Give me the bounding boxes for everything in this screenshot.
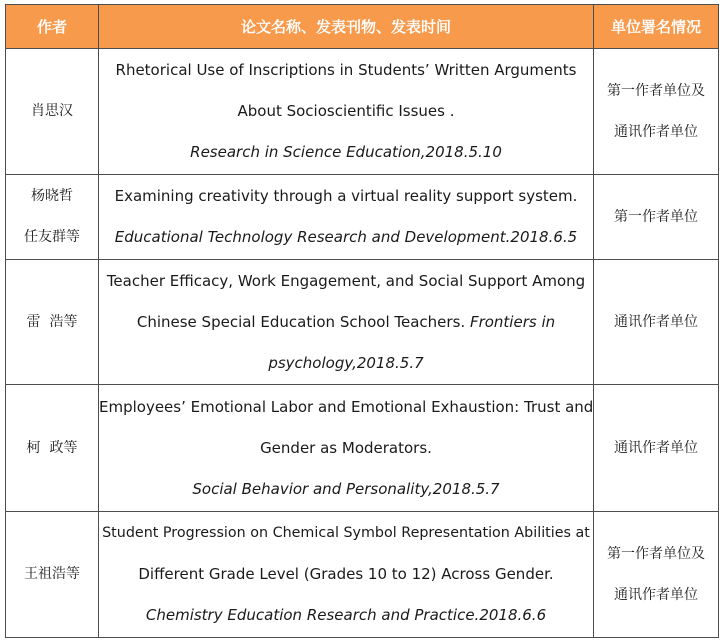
paper-cell: [99, 175, 594, 260]
author-name: 杨晓哲: [31, 188, 73, 204]
paper-title-line: [99, 302, 593, 343]
unit-cell: [594, 175, 719, 260]
author-cell: [6, 175, 99, 260]
header-paper: 论文名称、发表刊物、发表时间: [99, 5, 594, 49]
unit-cell: [594, 49, 719, 175]
author-cell: [6, 512, 99, 638]
journal-date: Social Behavior and Personality,2018.5.7: [192, 479, 500, 498]
unit-text: 通讯作者单位: [614, 439, 698, 456]
paper-title-line: Employees’ Emotional Labor and Emotional Exhaustion: Trust and: [99, 397, 594, 416]
unit-text: 通讯作者单位: [614, 313, 698, 330]
paper-title-part: Chinese Special Education School Teachers.: [136, 312, 466, 331]
header-unit: 单位署名情况: [594, 5, 719, 49]
author-name: 任友群等: [24, 229, 80, 245]
paper-title-line: About Socioscientific Issues .: [237, 102, 455, 120]
table-row: [6, 260, 719, 385]
header-row: [6, 5, 719, 49]
unit-text: 第一作者单位及: [607, 545, 705, 562]
journal-date: Educational Technology Research and Development.2018.6.5: [114, 228, 578, 246]
unit-cell: [594, 260, 719, 385]
unit-cell: [594, 385, 719, 512]
paper-title-line: Gender as Moderators.: [260, 438, 432, 457]
author-cell: [6, 385, 99, 512]
journal-date: psychology,2018.5.7: [268, 353, 424, 372]
paper-title-line: Teacher Efficacy, Work Engagement, and Social Support Among: [106, 271, 586, 290]
author-name: 雷 浩等: [26, 313, 78, 330]
unit-text: 通讯作者单位: [614, 586, 698, 603]
paper-title-line: Rhetorical Use of Inscriptions in Students’ Written Arguments: [115, 61, 577, 79]
paper-cell: [99, 385, 594, 512]
paper-cell: [99, 49, 594, 175]
table-row: [6, 175, 719, 260]
journal-name: Frontiers in: [469, 312, 556, 331]
unit-text: 第一作者单位: [614, 208, 698, 225]
author-name: 肖思汉: [31, 103, 73, 119]
author-cell: [6, 260, 99, 385]
unit-text: 通讯作者单位: [614, 123, 698, 140]
paper-title-line: Examining creativity through a virtual reality support system.: [114, 187, 578, 205]
table-row: [6, 512, 719, 638]
author-name: 王祖浩等: [24, 566, 80, 582]
table-row: [6, 385, 719, 512]
header-author: 作者: [6, 5, 99, 49]
journal-date: Research in Science Education,2018.5.10: [190, 143, 502, 161]
unit-cell: [594, 512, 719, 638]
paper-cell: [99, 512, 594, 638]
paper-cell: [99, 260, 594, 385]
paper-title-line: Student Progression on Chemical Symbol Representation Abilities at: [102, 525, 590, 541]
table-row: [6, 49, 719, 175]
author-cell: [6, 49, 99, 175]
journal-date: Chemistry Education Research and Practice.2018.6.6: [145, 606, 547, 624]
publication-table: [5, 4, 719, 638]
paper-title-line: Different Grade Level (Grades 10 to 12) Across Gender.: [138, 565, 554, 583]
unit-text: 第一作者单位及: [607, 82, 705, 99]
author-name: 柯 政等: [26, 439, 78, 456]
